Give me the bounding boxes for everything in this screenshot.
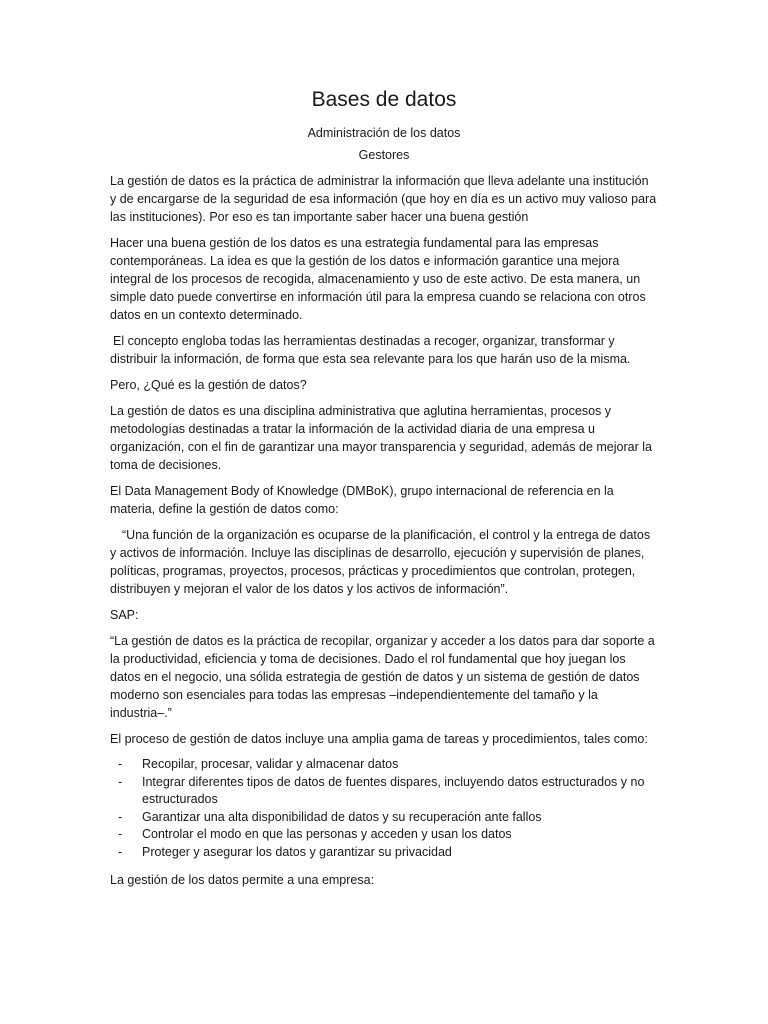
list-dash: - [118,757,123,771]
list-dash: - [118,774,123,789]
list-item [110,826,658,844]
paragraph-concepto-text: El concepto engloba todas las herramientas destinadas a recoger, organizar, transformar y distribuir la información, de forma que esta sea relevante para los que harán uso de la misma. [110,334,631,366]
list-item-text: Garantizar una alta disponibilidad de datos y su recuperación ante fallos [142,809,542,824]
paragraph-buena-gestion: Hacer una buena gestión de los datos es una estrategia fundamental para las empresas contemporáneas. La idea es que la gestión de los datos e información garantice una mejora integral de los procesos de recogida, almacenamiento y uso de este activo. De esta manera, un simple dato puede convertirse en información útil para la empresa cuando se relaciona con otros datos en un contexto determinado. [110,236,646,322]
paragraph-closing: La gestión de los datos permite a una empresa: [110,873,375,887]
paragraph-sap-label: SAP: [110,608,139,622]
list-item [110,774,658,809]
paragraph-dmbok-quote [110,526,658,598]
paragraph-concepto [110,332,658,368]
paragraph-dmbok-quote-text: “Una función de la organización es ocuparse de la planificación, el control y la entrega de datos y activos de información. Incluye las disciplinas de desarrollo, ejecución y supervisión de planes, políticas, programas, proyectos, procesos, prácticas y procedimientos que controlan, protegen, distribuyen y mejoran el valor de los datos y los activos de información”. [110,528,651,596]
paragraph-disciplina: La gestión de datos es una disciplina administrativa que aglutina herramientas, procesos y metodologías destinadas a tratar la información de la actividad diaria de una empresa u organización, con el fin de garantizar una mayor transparencia y seguridad, además de mejorar la toma de decisiones. [110,404,652,472]
document-subtitle-gestores: Gestores [358,148,410,162]
list-item [110,756,658,774]
paragraph-dmbok: El Data Management Body of Knowledge (DMBoK), grupo internacional de referencia en la materia, define la gestión de datos como: [110,484,614,516]
list-item [110,809,658,827]
list-dash: - [118,809,123,824]
list-dash: - [118,844,123,859]
list-item-text: Integrar diferentes tipos de datos de fuentes dispares, incluyendo datos estructurados y no estructurados [142,774,645,806]
list-item [110,844,658,862]
list-item-text: Controlar el modo en que las personas y acceden y usan los datos [142,827,512,841]
paragraph-proceso: El proceso de gestión de datos incluye una amplia gama de tareas y procedimientos, tales como: [110,732,648,746]
list-item-text: Proteger y asegurar los datos y garantizar su privacidad [142,844,452,859]
paragraph-pregunta: Pero, ¿Qué es la gestión de datos? [110,378,307,392]
list-dash: - [118,827,123,841]
paragraph-intro: La gestión de datos es la práctica de administrar la información que lleva adelante una institución y de encargarse de la seguridad de esa información (que hoy en día es un activo muy valioso para las instituciones). Por eso es tan importante saber hacer una buena gestión [110,174,657,224]
paragraph-sap-quote: “La gestión de datos es la práctica de recopilar, organizar y acceder a los datos para dar soporte a la productividad, eficiencia y toma de decisiones. Dado el rol fundamental que hoy juegan los datos en el negocio, una sólida estrategia de gestión de datos y un sistema de gestión de datos moderno son esenciales para todas las empresas –independientemente del tamaño y la industria–.” [110,634,655,720]
document-title: Bases de datos [311,88,457,111]
list-item-text: Recopilar, procesar, validar y almacenar datos [142,757,399,771]
document-subtitle-administracion: Administración de los datos [307,126,461,140]
task-list [110,756,658,861]
document-page [110,86,658,897]
